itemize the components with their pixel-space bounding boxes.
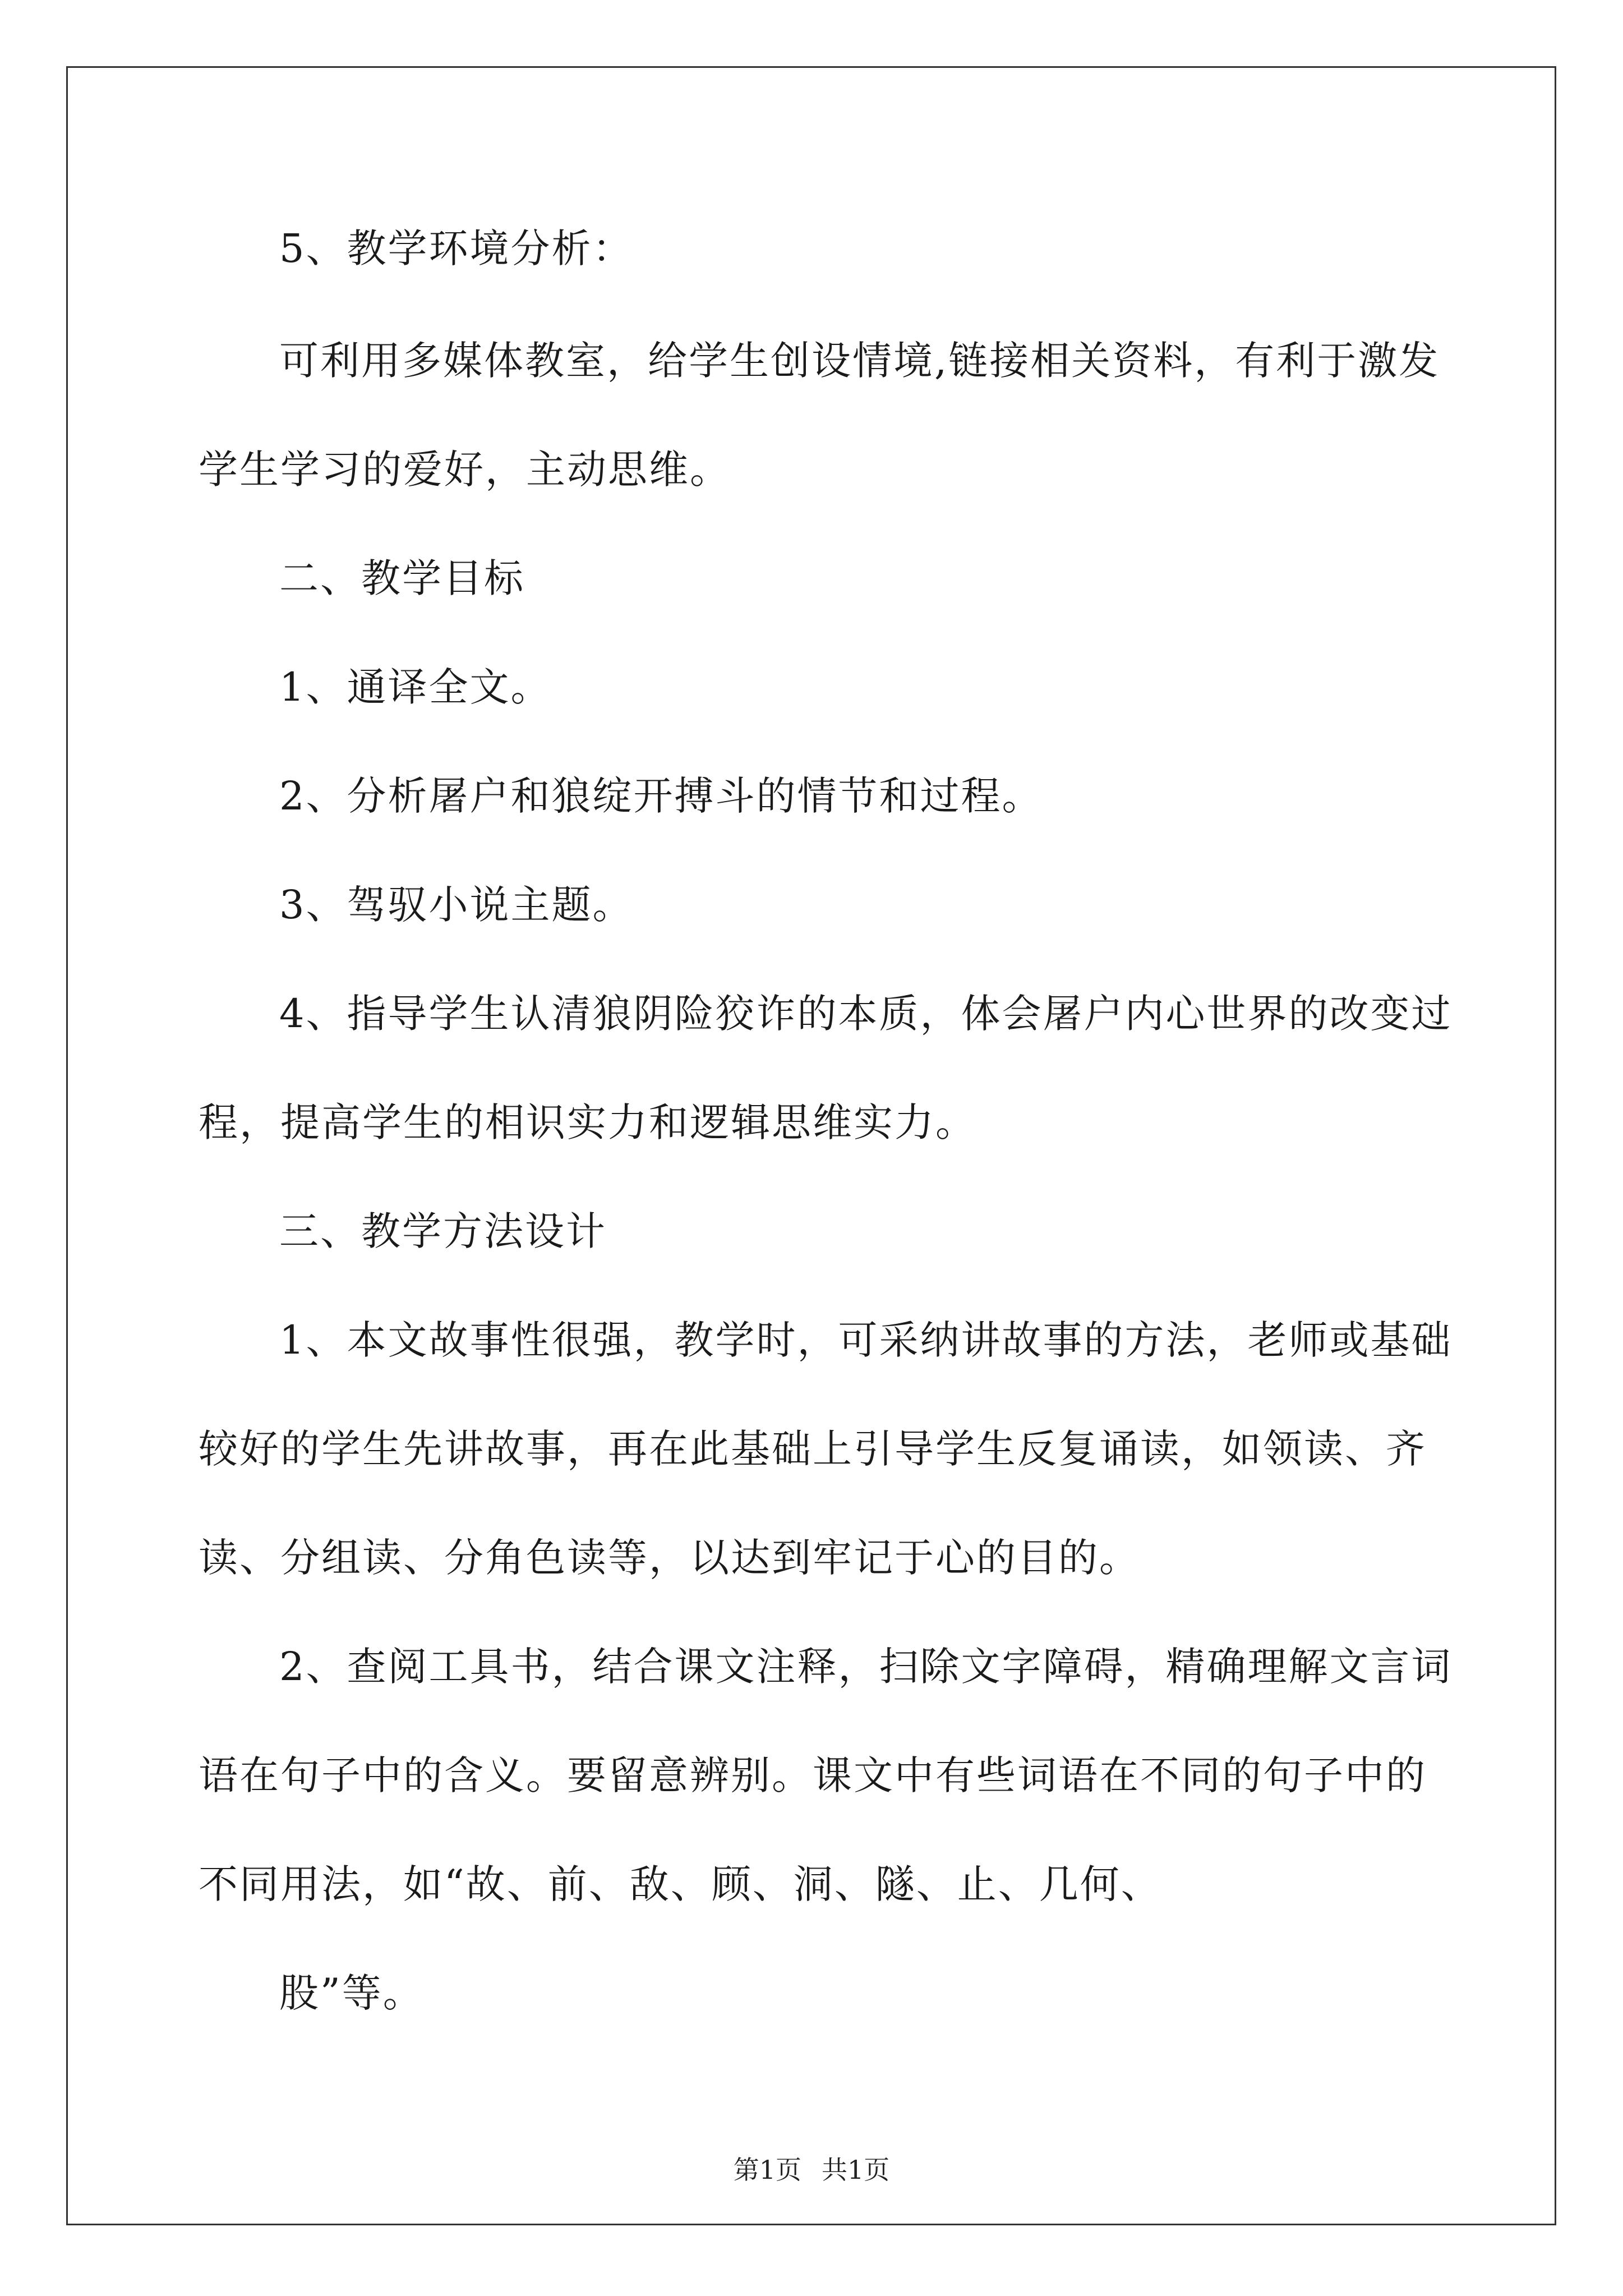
page-total: 共1页	[822, 2155, 890, 2185]
paragraph-line: 可利用多媒体教室，给学生创设情境,链接相关资料，有利于激发	[279, 338, 1440, 384]
paragraph-line: 3、驾驭小说主题。	[279, 882, 634, 928]
paragraph-line: 2、查阅工具书，结合课文注释，扫除文字障碍，精确理解文言词	[279, 1644, 1453, 1690]
paragraph-line: 4、指导学生认清狼阴险狡诈的本质，体会屠户内心世界的改变过	[279, 991, 1453, 1037]
paragraph-line: 语在句子中的含义。要留意辨别。课文中有些词语在不同的句子中的	[199, 1752, 1427, 1798]
paragraph-line: 不同用法，如“故、前、敌、顾、洞、隧、止、几何、	[199, 1861, 1162, 1907]
paragraph-line: 5、教学环境分析：	[279, 226, 634, 272]
paragraph-line: 读、分组读、分角色读等，以达到牢记于心的目的。	[199, 1535, 1140, 1581]
paragraph-line: 1、通译全文。	[279, 664, 552, 710]
paragraph-line: 1、本文故事性很强，教学时，可采纳讲故事的方法，老师或基础	[279, 1317, 1453, 1363]
page-number: 第1页	[733, 2155, 801, 2185]
paragraph-line: 学生学习的爱好，主动思维。	[199, 447, 731, 493]
paragraph-line: 2、分析屠户和狼绽开搏斗的情节和过程。	[279, 773, 1043, 819]
section-heading: 三、教学方法设计	[279, 1208, 607, 1254]
paragraph-line: 股”等。	[279, 1970, 424, 2016]
page-footer	[0, 2153, 1623, 2187]
section-heading: 二、教学目标	[279, 555, 525, 601]
paragraph-line: 较好的学生先讲故事，再在此基础上引导学生反复诵读，如领读、齐	[199, 1426, 1427, 1472]
paragraph-line: 程，提高学生的相识实力和逻辑思维实力。	[199, 1099, 976, 1145]
